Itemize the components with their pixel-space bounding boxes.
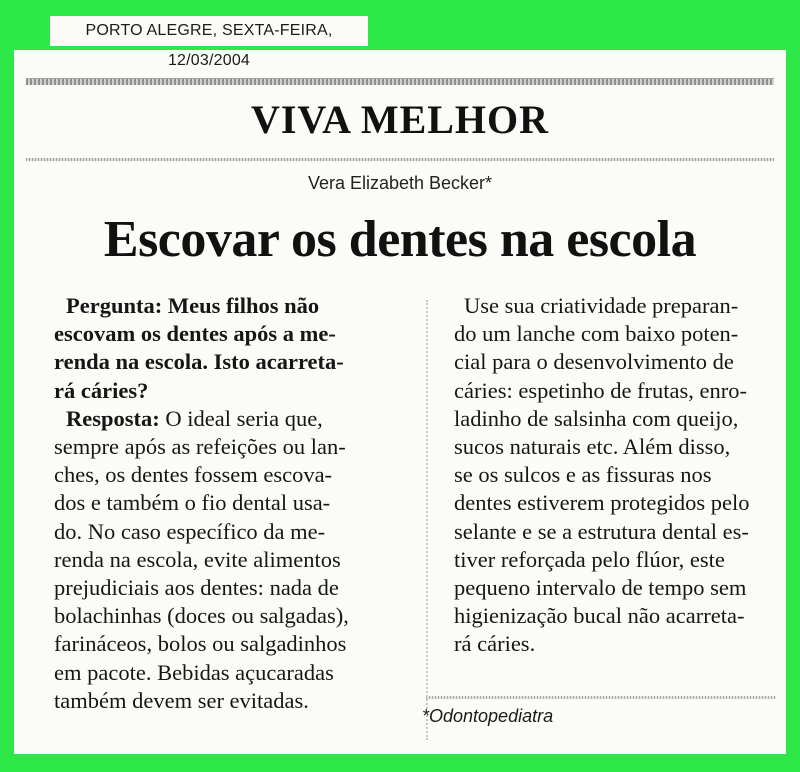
answer-line: dos e também o fio dental usa- (54, 490, 331, 516)
body-line: rá cáries. (454, 631, 536, 657)
newspaper-clipping (14, 50, 786, 754)
question-line: rá cáries? (54, 377, 149, 403)
answer-first-line (54, 405, 404, 433)
answer-text: O ideal seria que, (159, 405, 323, 431)
answer-line: farináceos, bolos ou salgadinhos (54, 631, 347, 657)
right-column (454, 292, 784, 659)
section-title: VIVA MELHOR (250, 97, 550, 142)
footnote: *Odontopediatra (422, 706, 554, 726)
body-line: cáries: espetinho de frutas, enro- (454, 377, 748, 403)
byline: Vera Elizabeth Becker* (307, 173, 493, 193)
body-line: do um lanche com baixo poten- (454, 321, 739, 347)
answer-line: em pacote. Bebidas açucaradas (54, 659, 334, 685)
body-line: tiver reforçada pelo flúor, este (454, 546, 725, 572)
answer-line: prejudiciais aos dentes: nada de (54, 575, 339, 601)
body-line: pequeno intervalo de tempo sem (454, 575, 747, 601)
left-column (54, 292, 404, 715)
body-line: higienização bucal não acarreta- (454, 603, 745, 629)
body-line: sucos naturais etc. Além disso, (454, 434, 731, 460)
body-line: ladinho de salsinha com queijo, (454, 405, 739, 431)
body-line: selante e se a estrutura dental es- (454, 518, 749, 544)
top-rule (26, 78, 774, 85)
question-line: renda na escola. Isto acarreta- (54, 349, 344, 375)
answer-label: Resposta: (66, 405, 160, 431)
section-rule (26, 158, 774, 161)
answer-line: do. No caso específico da me- (54, 518, 326, 544)
answer-line: também devem ser evitadas. (54, 687, 309, 713)
footnote-rule (426, 696, 776, 699)
answer-line: renda na escola, evite alimentos (54, 546, 341, 572)
body-line: Use sua criatividade preparan- (464, 293, 739, 318)
body-line: cial para o desenvolvimento de (454, 349, 734, 375)
dateline: PORTO ALEGRE, SEXTA-FEIRA, 12/03/2004 (50, 16, 368, 46)
column-divider (426, 300, 428, 740)
headline: Escovar os dentes na escola (103, 211, 697, 268)
body-line: dentes estiverem protegidos pelo (454, 490, 750, 516)
answer-line: ches, os dentes fossem escova- (54, 462, 333, 488)
question-line: Pergunta: Meus filhos não (66, 293, 320, 318)
body-line: se os sulcos e as fissuras nos (454, 462, 712, 488)
answer-line: sempre após as refeições ou lan- (54, 434, 346, 460)
answer-line: bolachinhas (doces ou salgadas), (54, 603, 349, 629)
question-line: escovam os dentes após a me- (54, 321, 336, 347)
